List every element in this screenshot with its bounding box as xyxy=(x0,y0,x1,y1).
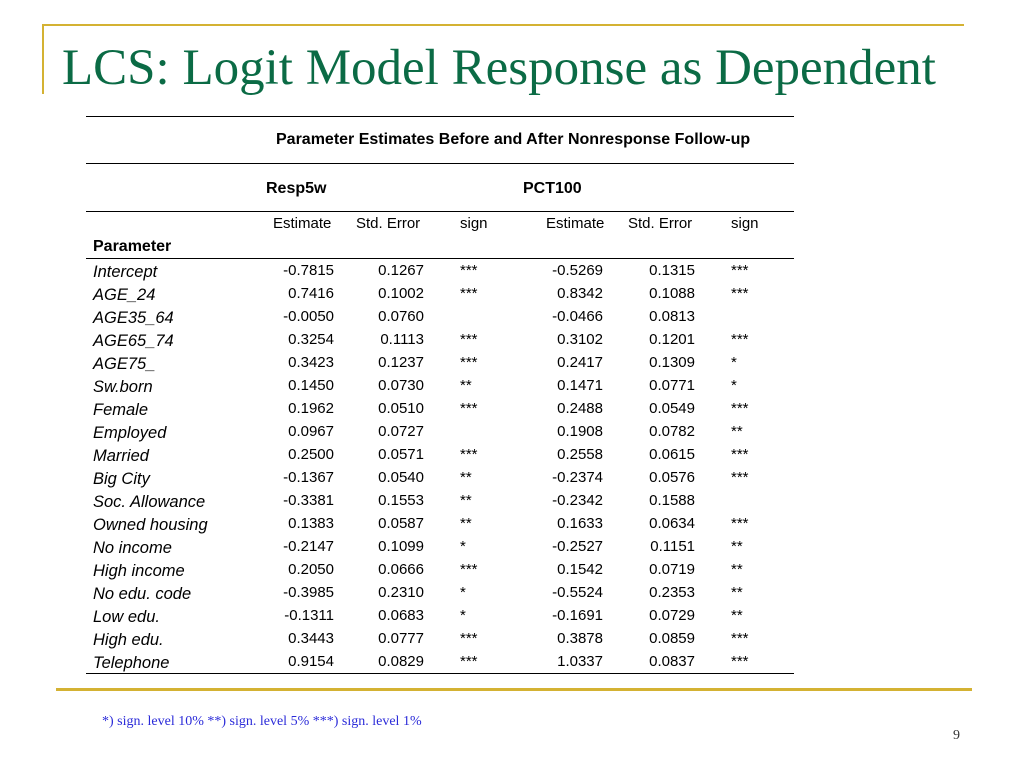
sign-1-cell: ** xyxy=(460,492,472,509)
sign-2-cell: ** xyxy=(731,538,743,555)
param-header: Parameter xyxy=(93,238,172,255)
sign-2-cell: * xyxy=(731,377,737,394)
param-cell: AGE65_74 xyxy=(93,332,174,350)
param-cell: High edu. xyxy=(93,631,164,649)
stderr-2-cell: 0.1151 xyxy=(650,538,695,555)
estimate-2-cell: -0.2374 xyxy=(552,469,603,486)
page-number: 9 xyxy=(953,728,960,743)
stderr-1-cell: 0.1237 xyxy=(378,354,424,371)
stderr-1-cell: 0.1002 xyxy=(378,285,424,302)
estimate-1-cell: -0.2147 xyxy=(283,538,334,555)
sign-2-cell: *** xyxy=(731,285,749,302)
stderr-1-cell: 0.1113 xyxy=(380,331,424,348)
sign-1-cell: * xyxy=(460,538,466,555)
sign-2-cell: *** xyxy=(731,653,749,670)
estimate-2-cell: -0.1691 xyxy=(552,607,603,624)
param-cell: Intercept xyxy=(93,263,158,281)
col-header-stderr-1: Std. Error xyxy=(356,215,421,232)
col-header-estimate-1: Estimate xyxy=(273,215,332,232)
stderr-2-cell: 0.0634 xyxy=(649,515,695,532)
estimate-1-cell: 0.3254 xyxy=(288,331,334,348)
sign-2-cell: *** xyxy=(731,446,749,463)
stderr-2-cell: 0.0615 xyxy=(649,446,695,463)
stderr-1-cell: 0.1267 xyxy=(378,262,424,279)
estimate-2-cell: 0.2488 xyxy=(557,400,603,417)
stderr-1-cell: 0.0510 xyxy=(378,400,424,417)
stderr-1-cell: 0.0727 xyxy=(378,423,424,440)
sign-2-cell: ** xyxy=(731,423,743,440)
table-top-rule xyxy=(86,116,794,117)
param-cell: Married xyxy=(93,447,149,465)
stderr-2-cell: 0.0729 xyxy=(649,607,695,624)
sign-2-cell: *** xyxy=(731,400,749,417)
caption-rule xyxy=(86,163,794,164)
stderr-2-cell: 0.0782 xyxy=(649,423,695,440)
stderr-1-cell: 0.0587 xyxy=(378,515,424,532)
col-header-sign-2: sign xyxy=(731,215,759,232)
estimate-1-cell: -0.3381 xyxy=(283,492,334,509)
sign-2-cell: ** xyxy=(731,607,743,624)
param-cell: Big City xyxy=(93,470,150,488)
stderr-1-cell: 0.0683 xyxy=(378,607,424,624)
param-cell: Female xyxy=(93,401,149,419)
column-header-rule xyxy=(86,258,794,259)
sign-2-cell: *** xyxy=(731,331,749,348)
stderr-1-cell: 0.0571 xyxy=(378,446,424,463)
estimate-2-cell: -0.5524 xyxy=(552,584,603,601)
estimate-1-cell: -0.1311 xyxy=(284,607,334,624)
sign-1-cell: *** xyxy=(460,400,478,417)
param-cell: AGE75_ xyxy=(93,355,156,373)
significance-footnote: *) sign. level 10% **) sign. level 5% ***) sign. level 1% xyxy=(102,714,422,729)
slide-title: LCS: Logit Model Response as Dependent xyxy=(62,40,936,96)
col-header-stderr-2: Std. Error xyxy=(628,215,693,232)
table-bottom-rule xyxy=(86,673,794,674)
estimate-2-cell: -0.2342 xyxy=(552,492,603,509)
estimate-2-cell: 0.2558 xyxy=(557,446,603,463)
group-header-resp5w: Resp5w xyxy=(266,180,327,197)
stderr-1-cell: 0.1553 xyxy=(378,492,424,509)
estimate-2-cell: 0.1542 xyxy=(557,561,603,578)
estimate-1-cell: -0.1367 xyxy=(283,469,334,486)
stderr-2-cell: 0.0576 xyxy=(649,469,695,486)
sign-2-cell: ** xyxy=(731,584,743,601)
param-cell: Owned housing xyxy=(93,516,208,534)
sign-2-cell: *** xyxy=(731,515,749,532)
estimate-1-cell: 0.3423 xyxy=(288,354,334,371)
stderr-2-cell: 0.0549 xyxy=(649,400,695,417)
estimate-1-cell: 0.9154 xyxy=(288,653,334,670)
estimate-2-cell: -0.2527 xyxy=(552,538,603,555)
param-cell: No edu. code xyxy=(93,585,192,603)
param-cell: AGE_24 xyxy=(93,286,156,304)
estimate-2-cell: 1.0337 xyxy=(557,653,603,670)
estimate-1-cell: -0.3985 xyxy=(283,584,334,601)
sign-1-cell: *** xyxy=(460,331,478,348)
estimate-1-cell: 0.0967 xyxy=(288,423,334,440)
stderr-1-cell: 0.0777 xyxy=(378,630,424,647)
stderr-2-cell: 0.2353 xyxy=(649,584,695,601)
sign-1-cell: ** xyxy=(460,377,472,394)
stderr-2-cell: 0.0771 xyxy=(649,377,695,394)
sign-1-cell: ** xyxy=(460,515,472,532)
estimate-1-cell: 0.1962 xyxy=(288,400,334,417)
stderr-1-cell: 0.0760 xyxy=(378,308,424,325)
estimate-2-cell: 0.1471 xyxy=(557,377,603,394)
sign-1-cell: *** xyxy=(460,285,478,302)
sign-2-cell: *** xyxy=(731,630,749,647)
param-cell: High income xyxy=(93,562,185,580)
stderr-2-cell: 0.0813 xyxy=(649,308,695,325)
stderr-1-cell: 0.2310 xyxy=(378,584,424,601)
param-cell: Employed xyxy=(93,424,167,442)
sign-1-cell: ** xyxy=(460,469,472,486)
estimate-1-cell: -0.0050 xyxy=(283,308,334,325)
left-accent-line xyxy=(42,24,44,94)
stderr-2-cell: 0.0719 xyxy=(649,561,695,578)
stderr-2-cell: 0.1309 xyxy=(649,354,695,371)
param-cell: No income xyxy=(93,539,172,557)
estimate-2-cell: 0.8342 xyxy=(557,285,603,302)
param-cell: Low edu. xyxy=(93,608,160,626)
sign-2-cell: * xyxy=(731,354,737,371)
param-cell: Telephone xyxy=(93,654,170,672)
sign-1-cell: *** xyxy=(460,630,478,647)
stderr-2-cell: 0.1315 xyxy=(649,262,695,279)
stderr-2-cell: 0.0859 xyxy=(649,630,695,647)
estimate-1-cell: 0.1383 xyxy=(288,515,334,532)
group-header-rule xyxy=(86,211,794,212)
sign-2-cell: ** xyxy=(731,561,743,578)
sign-1-cell: *** xyxy=(460,354,478,371)
param-cell: Soc. Allowance xyxy=(93,493,206,511)
estimate-1-cell: 0.2500 xyxy=(288,446,334,463)
stderr-1-cell: 0.0730 xyxy=(378,377,424,394)
estimate-2-cell: 0.1633 xyxy=(557,515,603,532)
sign-1-cell: *** xyxy=(460,561,478,578)
sign-1-cell: * xyxy=(460,607,466,624)
estimate-1-cell: 0.2050 xyxy=(288,561,334,578)
sign-2-cell: *** xyxy=(731,469,749,486)
stderr-1-cell: 0.0829 xyxy=(378,653,424,670)
estimate-2-cell: 0.3102 xyxy=(557,331,603,348)
estimate-1-cell: 0.1450 xyxy=(288,377,334,394)
param-cell: AGE35_64 xyxy=(93,309,174,327)
sign-2-cell: *** xyxy=(731,262,749,279)
estimate-1-cell: 0.7416 xyxy=(288,285,334,302)
group-header-pct100: PCT100 xyxy=(523,180,582,197)
stderr-1-cell: 0.0666 xyxy=(378,561,424,578)
estimate-1-cell: 0.3443 xyxy=(288,630,334,647)
stderr-2-cell: 0.0837 xyxy=(649,653,695,670)
estimate-2-cell: 0.1908 xyxy=(557,423,603,440)
stderr-1-cell: 0.1099 xyxy=(378,538,424,555)
estimate-2-cell: -0.0466 xyxy=(552,308,603,325)
estimate-2-cell: 0.3878 xyxy=(557,630,603,647)
sign-1-cell: *** xyxy=(460,262,478,279)
sign-1-cell: *** xyxy=(460,446,478,463)
stderr-1-cell: 0.0540 xyxy=(378,469,424,486)
stderr-2-cell: 0.1201 xyxy=(649,331,695,348)
estimate-2-cell: 0.2417 xyxy=(557,354,603,371)
param-cell: Sw.born xyxy=(93,378,153,396)
sign-1-cell: * xyxy=(460,584,466,601)
col-header-sign-1: sign xyxy=(460,215,488,232)
stderr-2-cell: 0.1588 xyxy=(649,492,695,509)
col-header-estimate-2: Estimate xyxy=(546,215,605,232)
table-caption: Parameter Estimates Before and After Nonresponse Follow-up xyxy=(276,131,751,148)
sign-1-cell: *** xyxy=(460,653,478,670)
estimate-2-cell: -0.5269 xyxy=(552,262,603,279)
estimate-1-cell: -0.7815 xyxy=(283,262,334,279)
top-accent-line xyxy=(42,24,964,26)
bottom-accent-line xyxy=(56,688,972,691)
stderr-2-cell: 0.1088 xyxy=(649,285,695,302)
